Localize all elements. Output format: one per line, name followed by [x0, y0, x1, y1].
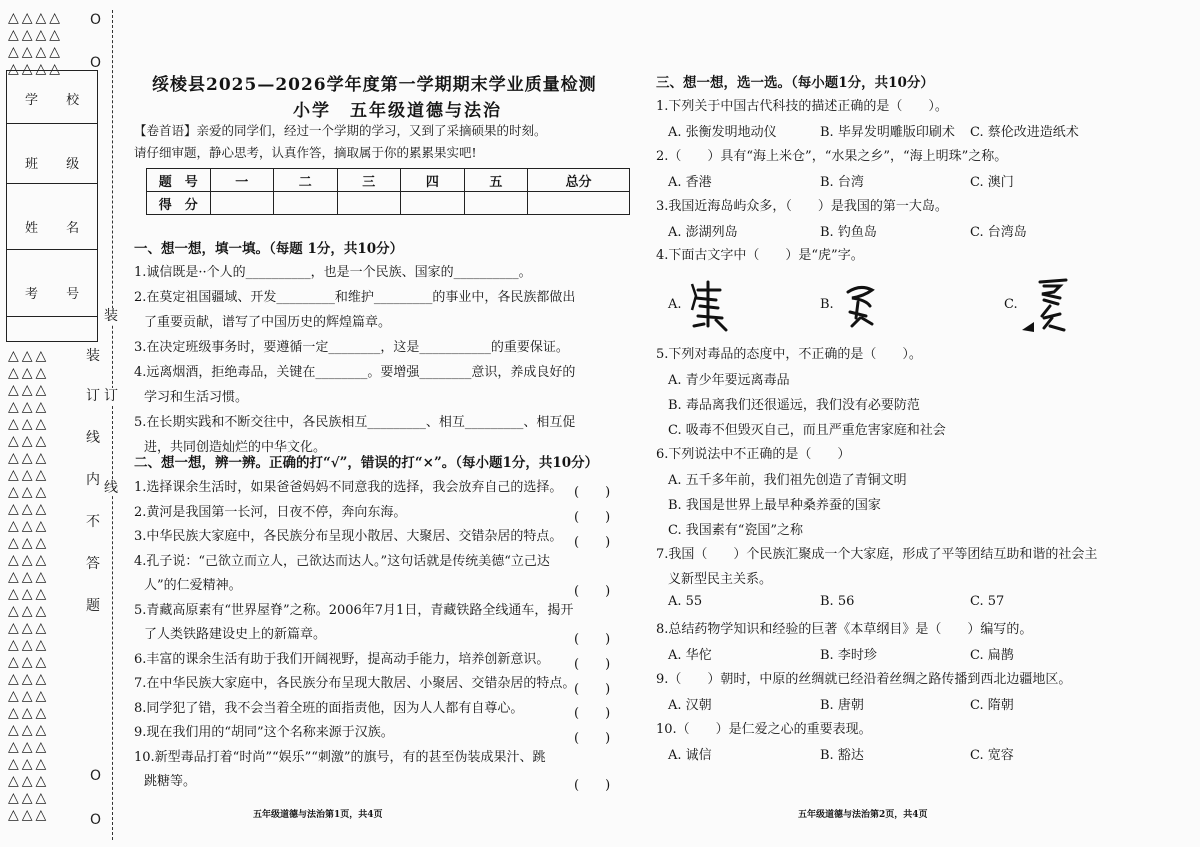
- option-a[interactable]: A. 香港: [668, 175, 712, 190]
- score-header-cell: 三: [337, 169, 401, 192]
- option-a[interactable]: A. 华佗: [668, 648, 712, 663]
- judge-question: 4.孔子说：“己欲立而立人，己欲达而达人。”这句话就是传统美德“立己达: [134, 553, 550, 569]
- choice-question: 9.（ ）朝时，中原的丝绸就已经沿着丝绸之路传播到西北边疆地区。: [656, 672, 1072, 687]
- option-b[interactable]: B. 钓鱼岛: [820, 225, 877, 240]
- judge-question: 5.青藏高原素有“世界屋脊”之称。2006年7月1日，青藏铁路全线通车，揭开: [134, 602, 574, 618]
- section-1-questions: [134, 262, 575, 459]
- section-2-questions: [134, 477, 624, 793]
- option-a[interactable]: A.: [668, 297, 682, 312]
- option-a[interactable]: A. 青少年要远离毒品: [668, 373, 790, 388]
- choice-question-cont: 义新型民主关系。: [668, 572, 773, 587]
- choice-question: 3.我国近海岛屿众多，（ ）是我国的第一大岛。: [656, 199, 948, 214]
- score-header-cell: 四: [401, 169, 465, 192]
- option-a[interactable]: A. 汉朝: [668, 698, 712, 713]
- answer-blank[interactable]: ( ): [574, 682, 611, 697]
- circle-mark: O: [90, 768, 102, 784]
- circle-mark: O: [90, 12, 102, 28]
- preface-line-2: 请仔细审题，静心思考，认真作答，摘取属于你的累累果实吧!: [134, 145, 477, 160]
- choice-question: 2.（ ）具有“海上米仓”，“水果之乡”，“海上明珠”之称。: [656, 149, 1008, 164]
- circle-mark: O: [90, 55, 102, 71]
- score-header-cell: 题 号: [147, 169, 211, 192]
- answer-blank[interactable]: ( ): [574, 731, 611, 746]
- binding-char: 装: [104, 308, 118, 324]
- score-cell[interactable]: [337, 192, 401, 215]
- option-c[interactable]: C.: [1004, 297, 1018, 312]
- option-a[interactable]: A. 澎湖列岛: [668, 225, 738, 240]
- score-cell[interactable]: [274, 192, 338, 215]
- answer-blank[interactable]: ( ): [574, 778, 611, 793]
- ancient-character-b-icon: [840, 282, 882, 328]
- binding-margin: △△△△ △△△△ △△△△ △△△△ O O 学 校 班 级 姓 名 考 号 △△△ △△△ △△△ △△△ △△△ △△△ △△△ △△△ △△△ △△△ △△△ △△△ △△△ △△△ △△△ △△△ △△△ △△△ △△△ △△△ △△△ △△△ △△△ △△△ △△△ △△△ △△△ △△△ 装 订 线 内 不 答 题 O O 装 订 线: [0, 0, 120, 847]
- answer-blank[interactable]: ( ): [574, 535, 611, 550]
- option-c[interactable]: C. 吸毒不但毁灭自己，而且严重危害家庭和社会: [668, 423, 946, 438]
- option-c[interactable]: C. 台湾岛: [970, 225, 1027, 240]
- option-c[interactable]: C. 宽容: [970, 748, 1014, 763]
- score-cell[interactable]: [528, 192, 630, 215]
- question-line: 1.诚信既是··个人的__________，也是一个民族、国家的__________。: [134, 265, 532, 280]
- question-line: 了重要贡献，谱写了中国历史的辉煌篇章。: [144, 315, 392, 330]
- score-cell[interactable]: [464, 192, 528, 215]
- option-b[interactable]: B. 李时珍: [820, 648, 877, 663]
- circle-mark: O: [90, 812, 102, 828]
- field-name-label: 姓 名: [25, 221, 92, 236]
- exam-page-2: [652, 0, 1192, 847]
- choice-question: 6.下列说法中不正确的是（ ）: [656, 447, 851, 462]
- choice-question: 7.我国（ ）个民族汇聚成一个大家庭，形成了平等团结互助和谐的社会主: [656, 547, 1098, 562]
- answer-blank[interactable]: ( ): [574, 584, 611, 599]
- option-b[interactable]: B. 唐朝: [820, 698, 864, 713]
- option-a[interactable]: A. 诚信: [668, 748, 712, 763]
- preface-line-1: 【卷首语】亲爱的同学们，经过一个学期的学习，又到了采摘硕果的时刻。: [134, 123, 547, 138]
- judge-question: 6.丰富的课余生活有助于我们开阔视野，提高动手能力，培养创新意识。: [134, 651, 550, 667]
- choice-question: 4.下面古文字中（ ）是“虎”字。: [656, 248, 864, 263]
- judge-question: 人”的仁爱精神。: [144, 578, 242, 593]
- section-3-heading: 三、想一想，选一选。（每小题1分，共10分）: [656, 75, 934, 91]
- question-line: 5.在长期实践和不断交往中，各民族相互_________、相互_________、相互促: [134, 415, 576, 430]
- option-c[interactable]: C. 扁鹊: [970, 648, 1014, 663]
- answer-blank[interactable]: ( ): [574, 485, 611, 500]
- question-line: 2.在莫定祖国疆域、开发_________和维护_________的事业中，各民族都做出: [134, 290, 576, 305]
- exam-page-1: [128, 0, 638, 847]
- judge-question: 1.选择课余生活时，如果爸爸妈妈不同意我的选择，我会放弃自己的选择。: [134, 480, 563, 495]
- judge-question: 8.同学犯了错，我不会当着全班的面指责他，因为人人都有自尊心。: [134, 700, 524, 716]
- question-line: 4.远离烟酒，拒绝毒品，关键在________。要增强________意识，养成良好的: [134, 365, 576, 380]
- judge-question: 2.黄河是我国第一长河，日夜不停，奔向东海。: [134, 504, 407, 520]
- answer-blank[interactable]: ( ): [574, 510, 611, 525]
- score-header-cell: 二: [274, 169, 338, 192]
- student-info-box: [6, 70, 98, 342]
- question-line: 学习和生活习惯。: [144, 390, 249, 405]
- choice-question: 8.总结药物学知识和经验的巨著《本草纲目》是（ ）编写的。: [656, 622, 1033, 637]
- page-footer-2: 五年级道德与法治第2页，共4页: [798, 810, 928, 820]
- choice-question: 10.（ ）是仁爱之心的重要表现。: [656, 722, 872, 737]
- exam-title: 绥棱县2025—2026学年度第一学期期末学业质量检测: [152, 75, 597, 95]
- score-header-cell: 五: [464, 169, 528, 192]
- answer-blank[interactable]: ( ): [574, 632, 611, 647]
- section-2-heading: 二、想一想，辨一辨。正确的打“√”，错误的打“×”。（每小题1分，共10分）: [134, 455, 599, 471]
- binding-line: [112, 10, 113, 840]
- option-a[interactable]: A. 五千多年前，我们祖先创造了青铜文明: [668, 473, 907, 488]
- section-1-heading: 一、想一想，填一填。（每题 1分，共10分）: [134, 241, 404, 257]
- option-c[interactable]: C. 澳门: [970, 175, 1014, 190]
- option-b[interactable]: B. 毒品离我们还很遥远，我们没有必要防范: [668, 398, 920, 413]
- option-b[interactable]: B. 毕昇发明雕版印刷术: [820, 125, 955, 140]
- option-b[interactable]: B. 我国是世界上最早种桑养蚕的国家: [668, 498, 881, 513]
- triangle-pattern-top: △△△△ △△△△ △△△△ △△△△: [8, 10, 64, 77]
- option-c[interactable]: C. 我国素有“瓷国”之称: [668, 523, 804, 538]
- binding-char: 订: [104, 388, 118, 404]
- option-c[interactable]: C. 57: [970, 594, 1005, 609]
- question-line: 3.在决定班级事务时，要遵循一定________，这是___________的重要保证。: [134, 340, 569, 355]
- field-school-label: 学 校: [25, 93, 92, 108]
- option-a[interactable]: A. 张衡发明地动仪: [668, 125, 777, 140]
- option-b[interactable]: B. 豁达: [820, 748, 864, 763]
- choice-question: 5.下列对毒品的态度中，不正确的是（ ）。: [656, 347, 922, 362]
- field-exam-number-label: 考 号: [25, 287, 92, 302]
- option-c[interactable]: C. 隋朝: [970, 698, 1014, 713]
- score-header-cell: 总分: [528, 169, 630, 192]
- answer-blank[interactable]: ( ): [574, 706, 611, 721]
- choice-question: 1.下列关于中国古代科技的描述正确的是（ ）。: [656, 99, 948, 114]
- judge-question: 9.现在我们用的“胡同”这个名称来源于汉族。: [134, 725, 394, 740]
- option-b[interactable]: B. 台湾: [820, 175, 864, 190]
- option-c[interactable]: C. 蔡伦改进造纸术: [970, 125, 1079, 140]
- page-footer-1: 五年级道德与法治第1页，共4页: [253, 810, 383, 820]
- exam-subtitle: 小学 五年级道德与法治: [293, 101, 502, 121]
- score-cell[interactable]: [210, 192, 274, 215]
- triangle-pattern-bottom: △△△ △△△ △△△ △△△ △△△ △△△ △△△ △△△ △△△ △△△ △△△ △△△ △△△ △△△ △△△ △△△ △△△ △△△ △△△ △△△ △△△ △△△ △△△ △△△ △△△ △△△ △△△ △△△: [8, 348, 50, 823]
- score-cell[interactable]: [401, 192, 465, 215]
- question-line: 进，共同创造灿烂的中华文化。: [144, 440, 327, 455]
- answer-blank[interactable]: ( ): [574, 657, 611, 672]
- score-table: [146, 168, 630, 215]
- option-b[interactable]: B. 56: [820, 594, 855, 609]
- ancient-character-c-icon: [1020, 278, 1070, 334]
- judge-question: 10.新型毒品打着“时尚”“娱乐”“刺激”的旗号，有的甚至伪装成果汁、跳: [134, 749, 546, 765]
- judge-question: 3.中华民族大家庭中，各民族分布呈现小散居、大聚居、交错杂居的特点。: [134, 529, 563, 544]
- judge-question: 了人类铁路建设史上的新篇章。: [144, 627, 327, 642]
- judge-question: 7.在中华民族大家庭中，各民族分布呈现大散居、小聚居、交错杂居的特点。: [134, 676, 576, 691]
- score-header-cell: 一: [210, 169, 274, 192]
- binding-char: 线: [104, 480, 118, 496]
- judge-question: 跳糖等。: [144, 774, 197, 789]
- score-row-label: 得 分: [147, 192, 211, 215]
- ancient-character-a-icon: [686, 276, 734, 336]
- option-b[interactable]: B.: [820, 297, 834, 312]
- field-class-label: 班 级: [25, 157, 92, 172]
- option-a[interactable]: A. 55: [668, 594, 703, 609]
